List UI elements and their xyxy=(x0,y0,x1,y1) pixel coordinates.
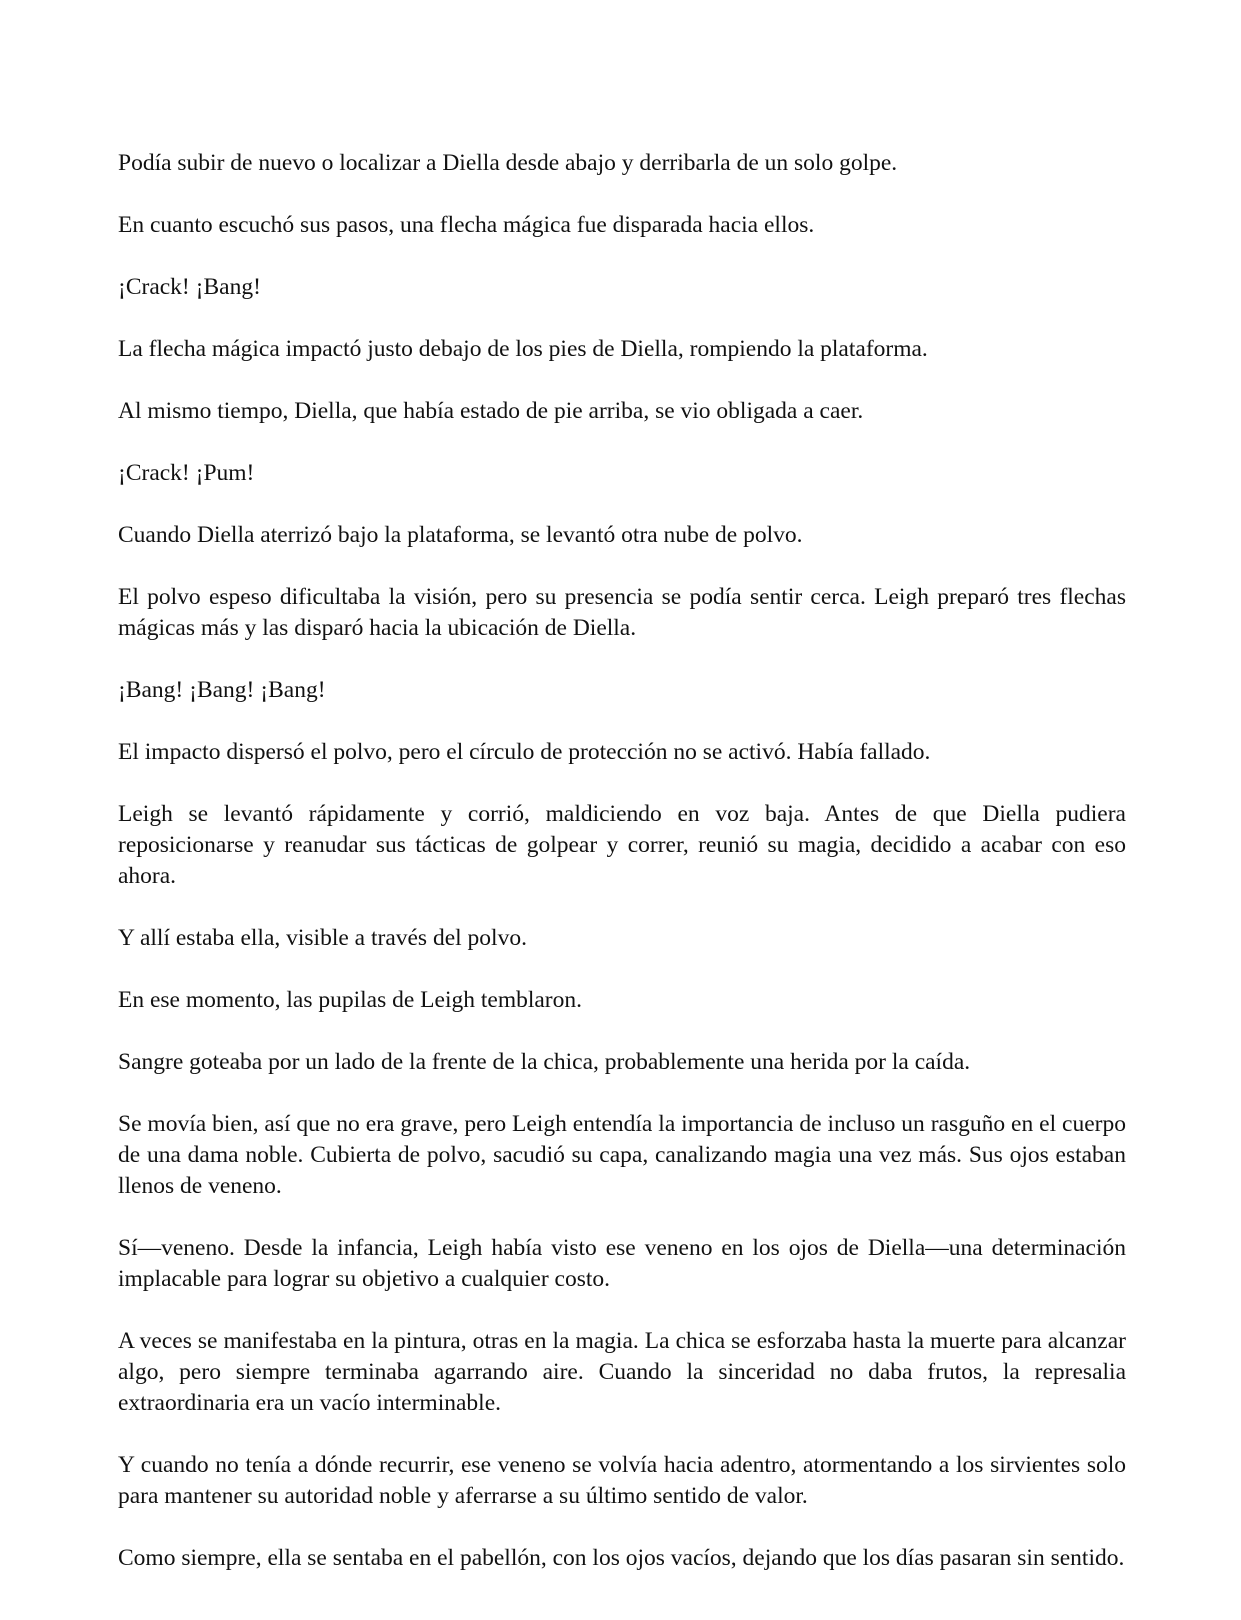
paragraph: La flecha mágica impactó justo debajo de los pies de Diella, rompiendo la plataforma. xyxy=(118,336,928,362)
paragraph: Cuando Diella aterrizó bajo la plataforma, se levantó otra nube de polvo. xyxy=(118,522,803,548)
document-page xyxy=(118,148,1126,1605)
paragraph: Como siempre, ella se sentaba en el pabellón, con los ojos vacíos, dejando que los días pasaran sin sentido. xyxy=(118,1545,1125,1571)
paragraph: Al mismo tiempo, Diella, que había estado de pie arriba, se vio obligada a caer. xyxy=(118,398,864,424)
paragraph: ¡Bang! ¡Bang! ¡Bang! xyxy=(118,677,326,703)
paragraph: Y cuando no tenía a dónde recurrir, ese veneno se volvía hacia adentro, atormentando a los sirvientes solo para mantener su autoridad noble y aferrarse a su último sentido de valor. xyxy=(118,1452,1126,1509)
paragraph: El polvo espeso dificultaba la visión, pero su presencia se podía sentir cerca. Leigh preparó tres flechas mágicas más y las disparó hacia la ubicación de Diella. xyxy=(118,584,1126,641)
paragraph: ¡Crack! ¡Bang! xyxy=(118,274,261,300)
paragraph: El impacto dispersó el polvo, pero el círculo de protección no se activó. Había fallado. xyxy=(118,739,931,765)
paragraph: Podía subir de nuevo o localizar a Diella desde abajo y derribarla de un solo golpe. xyxy=(118,150,898,176)
paragraph: Leigh se levantó rápidamente y corrió, maldiciendo en voz baja. Antes de que Diella pudiera reposicionarse y reanudar sus tácticas de golpear y correr, reunió su magia, decidido a acabar con eso ahora. xyxy=(118,801,1126,889)
paragraph: Y allí estaba ella, visible a través del polvo. xyxy=(118,925,527,951)
paragraph: Sangre goteaba por un lado de la frente de la chica, probablemente una herida por la caída. xyxy=(118,1049,971,1075)
paragraph: A veces se manifestaba en la pintura, otras en la magia. La chica se esforzaba hasta la muerte para alcanzar algo, pero siempre terminaba agarrando aire. Cuando la sinceridad no daba frutos, la represalia extraordinaria era un vacío interminable. xyxy=(118,1328,1126,1416)
paragraph: Sí—veneno. Desde la infancia, Leigh había visto ese veneno en los ojos de Diella—una determinación implacable para lograr su objetivo a cualquier costo. xyxy=(118,1235,1126,1292)
paragraph: En cuanto escuchó sus pasos, una flecha mágica fue disparada hacia ellos. xyxy=(118,212,815,238)
paragraph: ¡Crack! ¡Pum! xyxy=(118,460,255,486)
paragraph: Se movía bien, así que no era grave, pero Leigh entendía la importancia de incluso un rasguño en el cuerpo de una dama noble. Cubierta de polvo, sacudió su capa, canalizando magia una vez más. Sus ojos estaban llenos de veneno. xyxy=(118,1111,1126,1199)
paragraph: En ese momento, las pupilas de Leigh temblaron. xyxy=(118,987,583,1013)
